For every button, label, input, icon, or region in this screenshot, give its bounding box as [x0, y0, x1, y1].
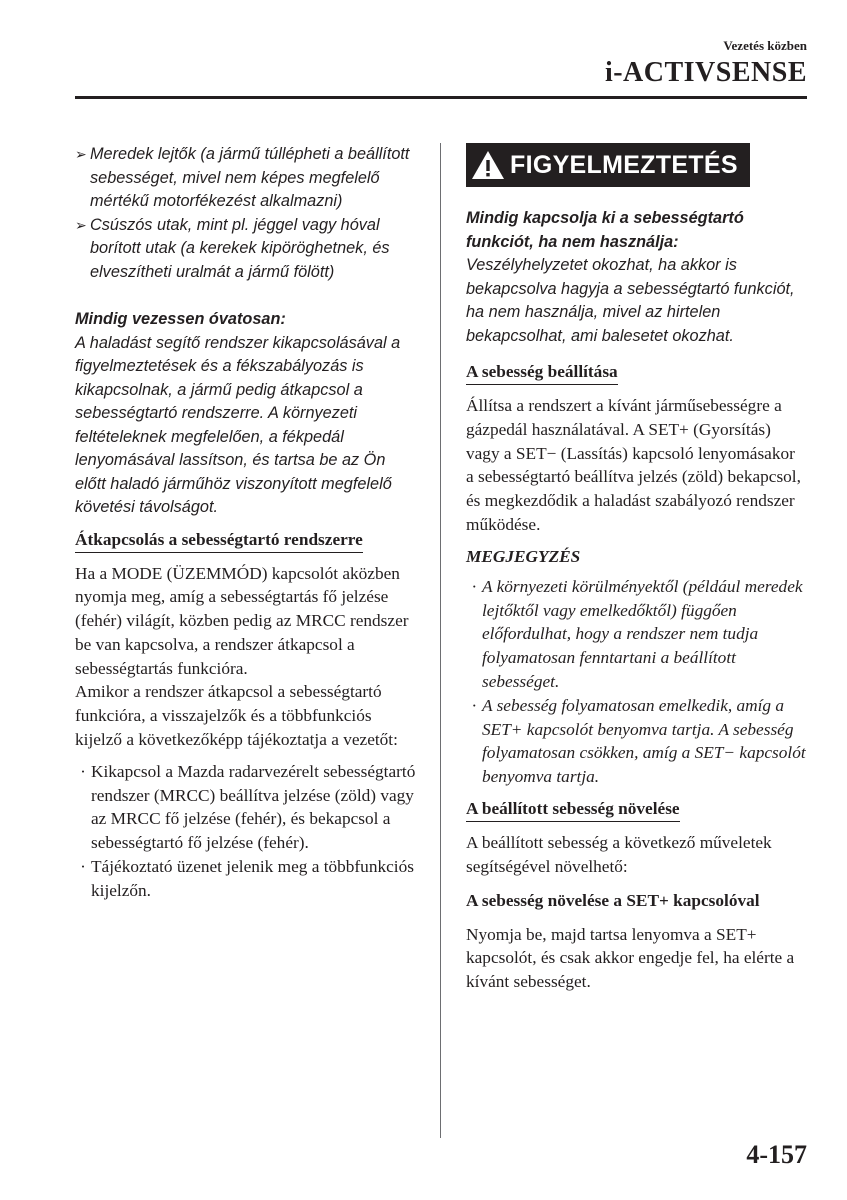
list-item — [75, 143, 420, 214]
list-item — [466, 575, 806, 694]
list-item-text: A sebesség folyamatosan emelkedik, amíg a SET+ kapcsolót benyomva tartja. A sebesség folyamatosan csökken, amíg a SET− kapcsolót benyomva tartja. — [482, 695, 806, 787]
running-header-section: Vezetés közben — [723, 38, 807, 53]
warning-text: Veszélyhelyzetet okozhat, ha akkor is bekapcsolva hagyja a sebességtartó funkciót, ha nem használja, mivel az hirtelen bekapcsolhat, ami balesetet okozhat. — [466, 256, 795, 345]
header-rule — [75, 96, 807, 99]
list-item — [466, 694, 806, 789]
triangle-bullet-icon: ➢ — [75, 216, 87, 233]
list-item — [75, 760, 420, 855]
note-heading: MEGJEGYZÉS — [466, 546, 581, 566]
bullet-dot-icon: · — [471, 695, 477, 715]
warning-title: Mindig kapcsolja ki a sebességtartó funkciót, ha nem használja: — [466, 209, 744, 251]
bullet-dot-icon: · — [471, 576, 477, 596]
list-item-text: Csúszós utak, mint pl. jéggel vagy hóval borított utak (a kerekek kipöröghetnek, és elveszítheti uralmát a jármű fölött) — [90, 215, 390, 281]
warning-triangle-icon — [466, 150, 510, 180]
warning-label: FIGYELMEZTETÉS — [510, 150, 738, 179]
body-paragraph: Állítsa a rendszert a kívánt járműsebességre a gázpedál használatával. A SET+ (Gyorsítás) vagy a SET− (Lassítás) kapcsoló lenyomásakor a sebességtartó beállítva jelzés (zöld) bekapcsol, és megkezdődik a haladást szabályozó rendszer működése. — [466, 396, 801, 534]
body-paragraph: Nyomja be, majd tartsa lenyomva a SET+ kapcsolót, és csak akkor engedje fel, ha elérte a kívánt sebességet. — [466, 924, 795, 992]
body-paragraph: Amikor a rendszer átkapcsol a sebességtartó funkcióra, a visszajelzők és a többfunkciós kijelző a következőképp tájékoztatja a vezetőt: — [75, 682, 398, 750]
column-divider — [440, 143, 441, 1138]
condition-list — [75, 143, 420, 284]
subheading: A sebesség növelése a SET+ kapcsolóval — [466, 890, 760, 910]
list-item-text: Tájékoztató üzenet jelenik meg a többfunkciós kijelzőn. — [91, 857, 414, 900]
bullet-dot-icon: · — [80, 857, 86, 877]
body-paragraph: A beállított sebesség a következő műveletek segítségével növelhető: — [466, 832, 772, 876]
list-item-text: Kikapcsol a Mazda radarvezérelt sebességtartó rendszer (MRCC) beállítva jelzése (zöld) vagy az MRCC fő jelzése (fehér), és bekapcsol a sebességtartó fő jelzése (fehér). — [91, 761, 416, 853]
page-number: 4-157 — [746, 1140, 807, 1169]
bullet-dot-icon: · — [80, 761, 86, 781]
caution-block — [75, 308, 420, 520]
note-list — [466, 575, 806, 789]
running-header-chapter: i-ACTIVSENSE — [604, 57, 807, 88]
list-item-text: A környezeti körülményektől (például meredek lejtőktől vagy emelkedőktől) függően előfordulhat, hogy a rendszer nem tudja folyamatosan fenntartani a beállított sebességet. — [482, 576, 803, 691]
warning-block — [466, 207, 806, 348]
list-item — [75, 214, 420, 285]
warning-banner — [466, 143, 750, 187]
caution-title: Mindig vezessen óvatosan: — [75, 310, 286, 328]
body-paragraph: Ha a MODE (ÜZEMMÓD) kapcsolót aközben nyomja meg, amíg a sebességtartás fő jelzése (fehér) világít, közben pedig az MRCC rendszer be van kapcsolva, a rendszer átkapcsol a sebességtartás funkcióra. — [75, 563, 409, 678]
caution-text: A haladást segítő rendszer kikapcsolásával a figyelmeztetések és a fékszabályozás is kikapcsolnak, a jármű pedig átkapcsol a sebességtartó rendszerre. A környezeti feltételeknek megfelelően, a fékpedál lenyomásával lassítson, és tartsa be az Ön előtt haladó járműhöz viszonyított megfelelő követési távolságot. — [75, 333, 401, 516]
section-heading: A sebesség beállítása — [466, 360, 618, 385]
triangle-bullet-icon: ➢ — [75, 146, 87, 162]
section-heading: Átkapcsolás a sebességtartó rendszerre — [75, 528, 363, 553]
right-column — [466, 143, 806, 994]
section-heading: A beállított sebesség növelése — [466, 797, 680, 822]
list-item — [75, 855, 420, 903]
left-column — [75, 143, 420, 903]
list-item-text: Meredek lejtők (a jármű túllépheti a beállított sebességet, mivel nem képes megfelelő mértékű motorfékezést alkalmazni) — [90, 145, 410, 210]
indicator-list — [75, 760, 420, 903]
